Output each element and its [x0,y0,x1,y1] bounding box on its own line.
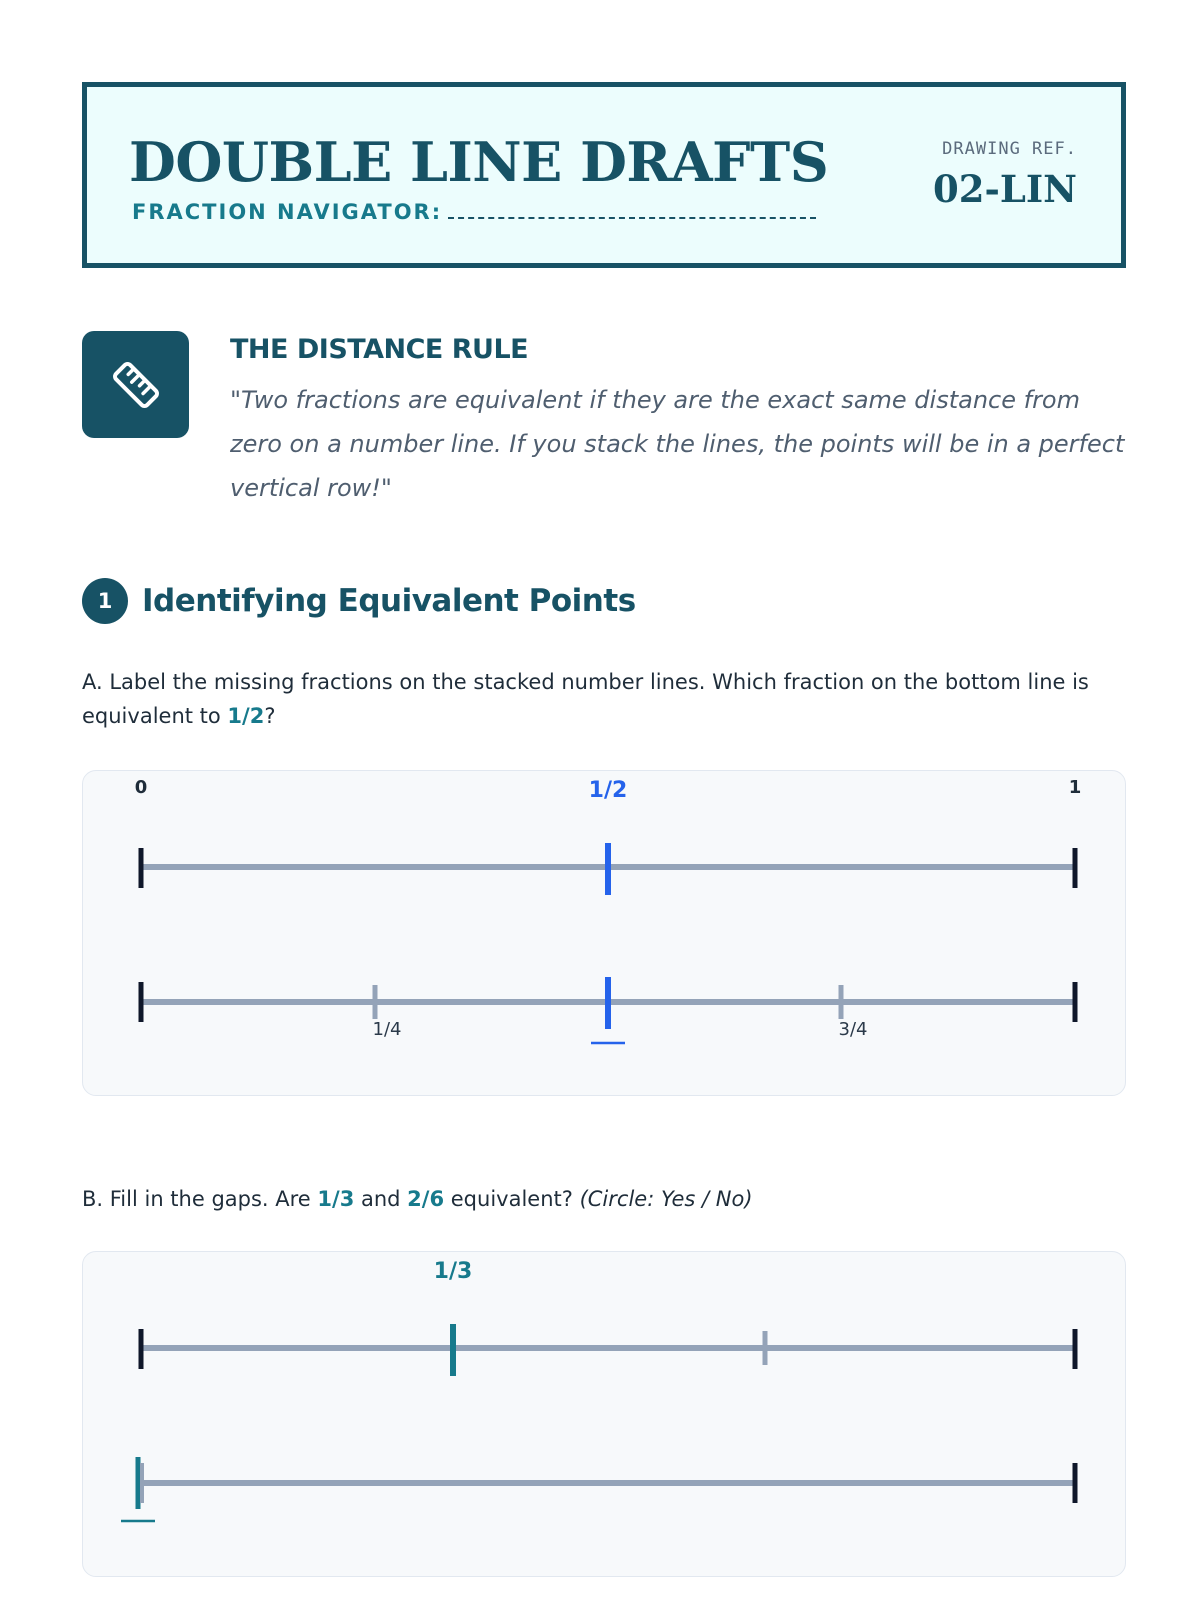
section-title: Identifying Equivalent Points [142,583,636,619]
label-one-half: 1/2 [588,778,628,803]
question-b-and: and [354,1187,408,1211]
drawing-ref-label: DRAWING REF. [942,139,1077,159]
worksheet-header [82,82,1126,268]
question-b-equivalent: equivalent? [444,1187,580,1211]
question-b-fraction-2: 2/6 [407,1187,445,1211]
label-three-quarters: 3/4 [838,1019,868,1040]
number-line-panel-b [82,1251,1126,1577]
ruler-icon [82,331,189,438]
rule-heading: THE DISTANCE RULE [230,334,529,365]
ruler-icon-graphic [106,355,166,415]
question-b [82,1182,1132,1216]
navigator-name-blank[interactable] [448,199,816,219]
navigator-name-field[interactable] [132,199,816,224]
navigator-label: FRACTION NAVIGATOR: [132,200,443,224]
rule-quote: "Two fractions are equivalent if they are the exact same distance from zero on a number line. If you stack the lines, the points will be in a perfect vertical row!" [230,386,1125,502]
number-line-diagram-a [83,771,1127,1097]
question-b-circle-note: (Circle: Yes / No) [579,1187,753,1211]
question-a-end: ? [264,704,276,728]
question-b-fraction-1: 1/3 [317,1187,355,1211]
label-one-third: 1/3 [433,1259,473,1284]
worksheet-title: DOUBLE LINE DRAFTS [129,130,829,194]
drawing-ref-value: 02-LIN [933,167,1077,211]
question-a [82,665,1132,733]
label-one-quarter: 1/4 [372,1019,402,1040]
label-zero: 0 [134,777,148,798]
question-b-text: B. Fill in the gaps. Are [82,1187,318,1211]
section-number-badge: 1 [82,578,128,624]
number-line-panel-a [82,770,1126,1096]
label-one: 1 [1068,777,1082,798]
question-a-fraction: 1/2 [227,704,265,728]
question-a-text: A. Label the missing fractions on the stacked number lines. Which fraction on the bottom line is equivalent to [82,670,1089,728]
number-line-diagram-b [83,1252,1127,1578]
